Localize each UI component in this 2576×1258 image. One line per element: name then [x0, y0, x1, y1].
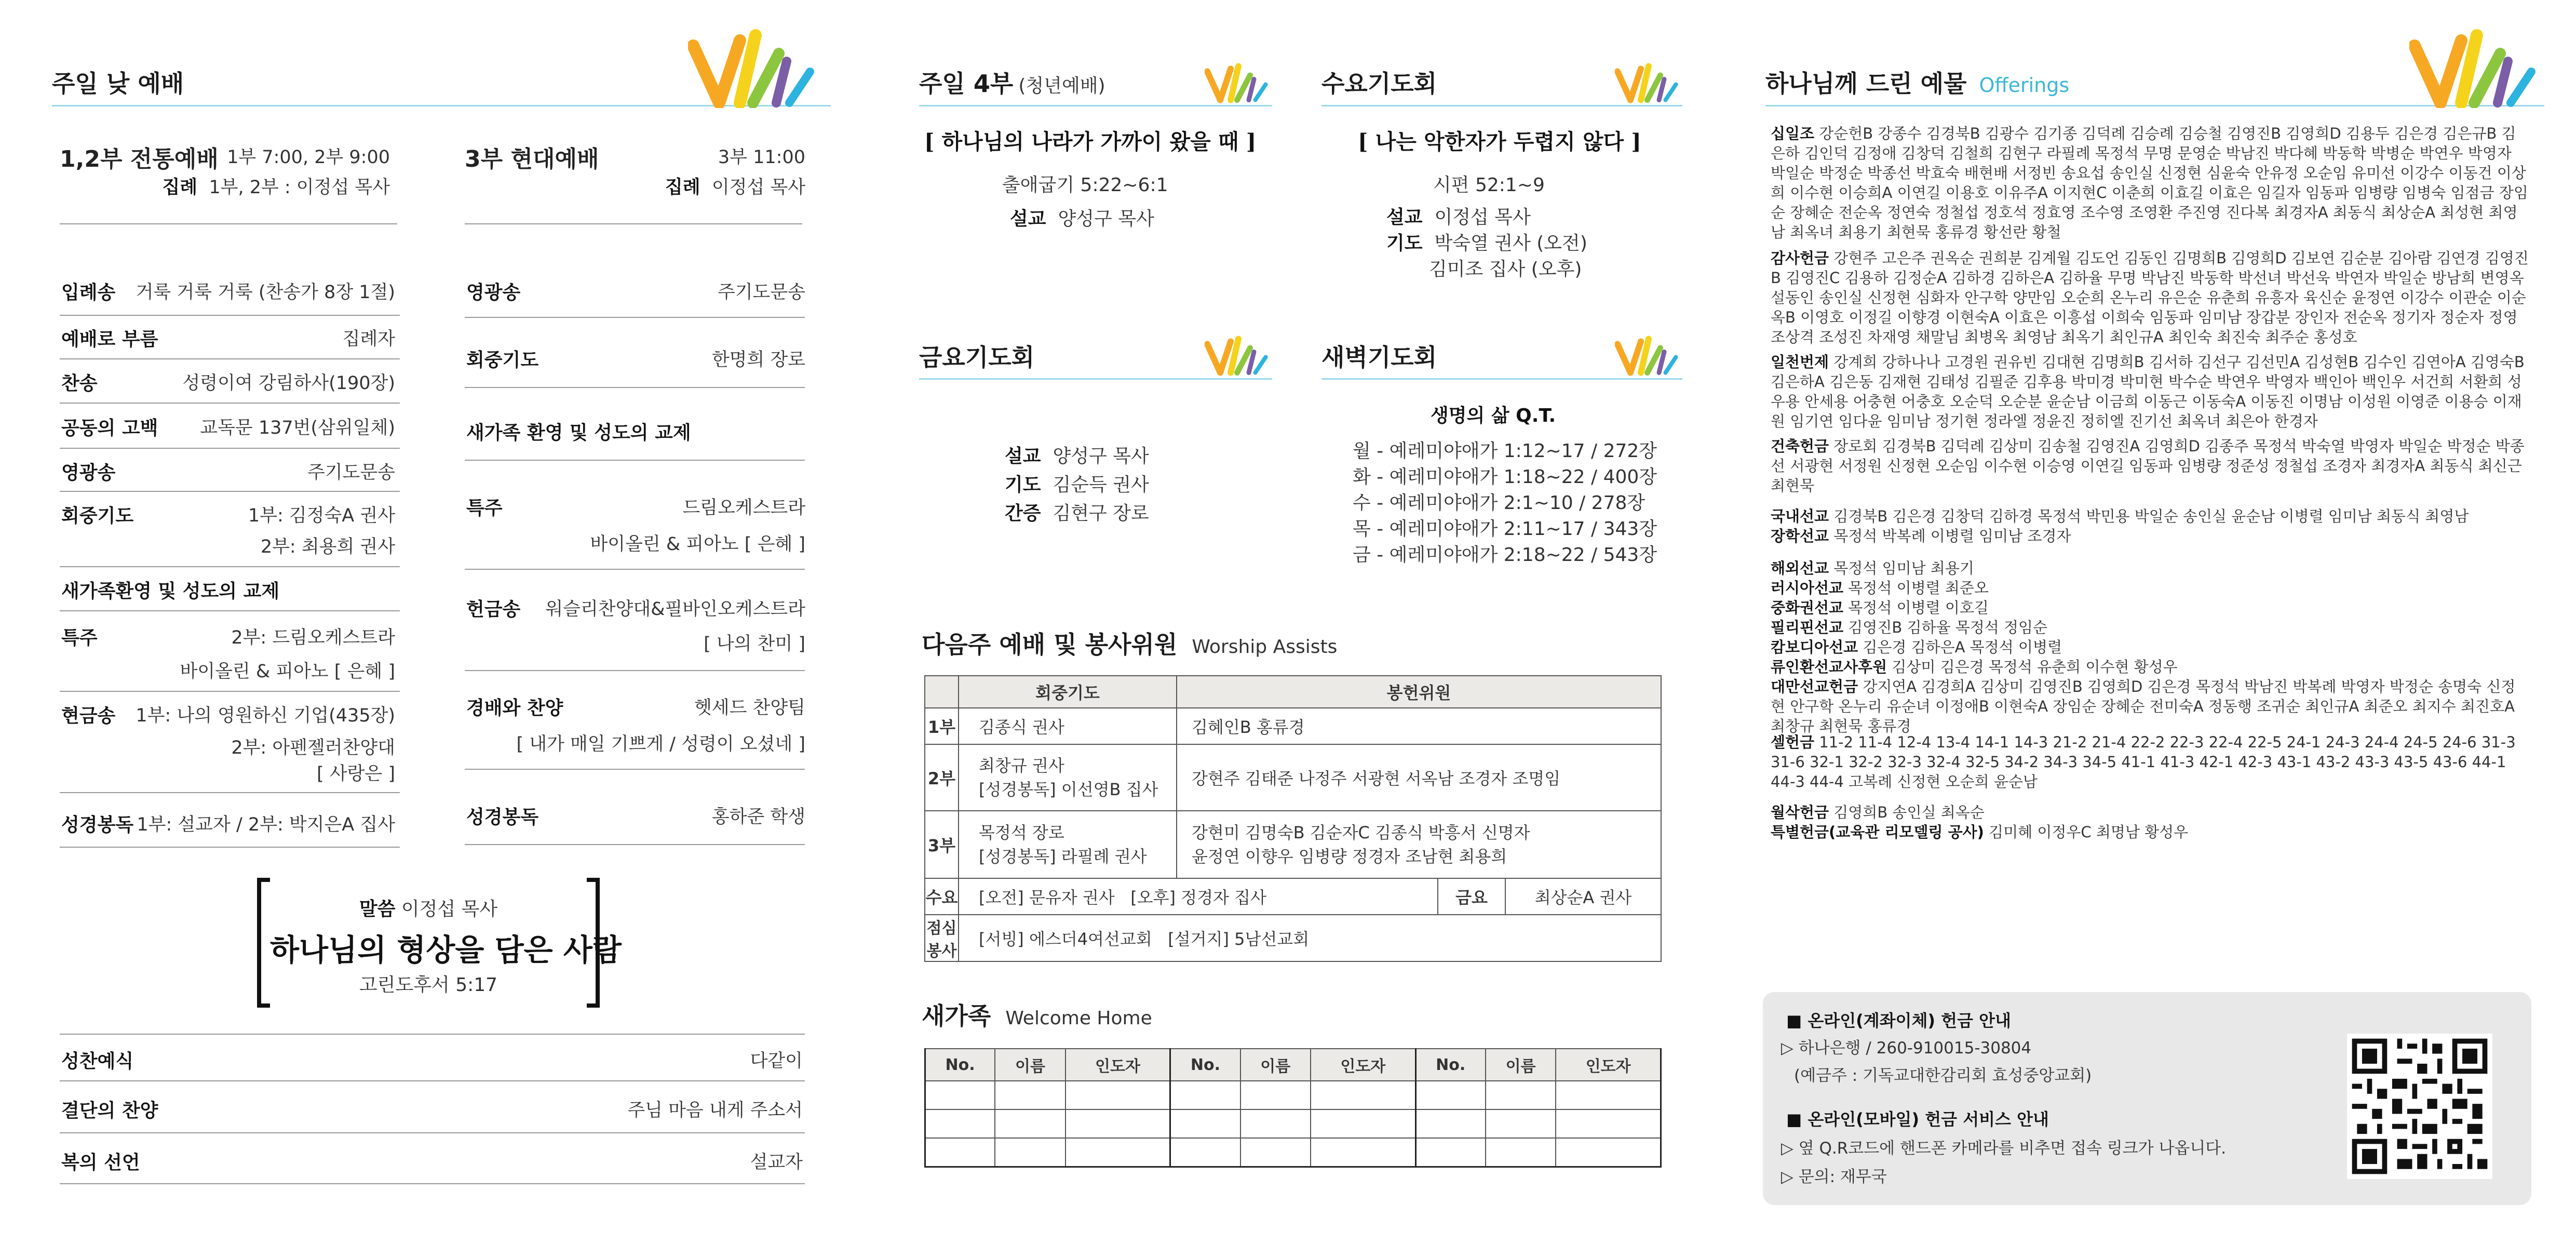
order-label: 공동의 고백	[61, 418, 158, 439]
friday-testimony: 간증 김현구 장로	[1005, 503, 1149, 524]
order-value: 교독문 137번(삼위일체)	[200, 418, 395, 438]
mission-row: 대만선교헌금 강지연A 김경희A 김상미 김영진B 김영희D 김은경 목정석 박남진 박복례 박영자 박정순 송명숙 신정현 안구학 온누리 유순녀 이정애B 이현숙A 장임순 장혜순 전미숙A 정동행 조귀순 최인규A 최준오 최지수 최진호A 최창규 최현묵 홍류경	[1771, 678, 2516, 735]
order-label: 특주	[61, 627, 98, 649]
table-header: 회중기도	[959, 676, 1177, 708]
mission-row: 해외선교 목정석 임미남 최용기	[1771, 559, 1974, 577]
order-value: 바이올린 & 피아노 [ 은혜 ]	[590, 534, 805, 555]
sermon-bracket-left	[257, 878, 270, 1008]
order-value: 주기도문송	[717, 282, 805, 303]
church-logo-icon	[1205, 60, 1272, 104]
mission-row: 류인환선교사후원 김상미 김은경 목정석 유춘희 이수현 황성우	[1771, 658, 2178, 676]
friday-title: 금요기도회	[919, 343, 1035, 371]
order-value: [ 사랑은 ]	[317, 764, 395, 784]
dawn-item: 목 - 예레미야애가 2:11~17 / 343장	[1353, 518, 1657, 540]
offering-cell: 셀헌금 11-2 11-4 12-4 13-4 14-1 14-3 21-2 21-4 22-2 22-3 22-4 22-5 24-1 24-3 24-4 24-5 24-6 31-3 31-6 32-1 32-2 32-3 32-4 32-5 34-2 34-3 34-5 41-1 41-3 42-1 42-3 43-1 43-2 43-3 43-5 43-6 44-1 44-3 44-4 고복례 신정현 오순희 윤순남	[1771, 733, 2516, 791]
wednesday-scripture: 시편 52:1~9	[1433, 175, 1545, 196]
lead-label: 집례	[162, 177, 198, 198]
table-header-row: No. 이름 인도자 No. 이름 인도자 No. 이름 인도자	[925, 1049, 1661, 1081]
new-family-table	[924, 1048, 1662, 1168]
divider	[60, 223, 397, 224]
lead-value: 이정섭 목사	[711, 177, 805, 198]
order-label: 회중기도	[466, 350, 539, 371]
offering-scholarship: 장학선교 목정석 박복례 이병렬 임미남 조경자	[1771, 527, 2071, 545]
order-value: 성령이여 강림하사(190장)	[182, 373, 395, 394]
order-label: 새가족 환영 및 성도의 교제	[466, 422, 691, 444]
offering-building: 건축헌금 장로회 김경북B 김덕례 김상미 김송철 김영진A 김영희D 김종주 목정석 박숙열 박영자 박일순 박정순 박종선 서광현 서정원 신정현 오순임 이수현 이승영 이연길 임동파 임병량 정준성 정철섭 조경자 최경자A 최동식 최신근 최현묵	[1771, 437, 2525, 494]
dawn-item: 월 - 예레미야애가 1:12~17 / 272장	[1353, 440, 1657, 462]
lead-value: 1부, 2부 : 이정섭 목사	[209, 177, 390, 198]
order-label: 특주	[466, 498, 503, 519]
inquiry-info: ▷ 문의: 재무국	[1781, 1168, 1887, 1186]
order-value: 드림오케스트라	[682, 498, 805, 518]
order-value: 집례자	[342, 329, 395, 350]
mission-row: 중화권선교 목정석 이병렬 이호길	[1771, 599, 1989, 617]
dawn-title: 새벽기도회	[1321, 343, 1437, 371]
service-3-time: 3부 11:00	[718, 147, 805, 168]
mission-row: 러시아선교 목정석 이병렬 최준오	[1771, 579, 1989, 597]
sermon-title: 하나님의 형상을 담은 사람	[270, 932, 622, 968]
dawn-item: 수 - 예레미야애가 2:1~10 / 278장	[1353, 492, 1646, 514]
order-value: 워슬리찬양대&필바인오케스트라	[545, 599, 805, 620]
friday-prayer: 기도 김순득 권사	[1005, 474, 1149, 496]
lead-label: 집례	[665, 177, 700, 198]
qr-code-icon[interactable]	[2347, 1034, 2492, 1179]
order-value: 설교자	[750, 1152, 803, 1173]
online-transfer-heading: ■ 온라인(계좌이체) 헌금 안내	[1786, 1011, 2011, 1031]
service-12-lead	[162, 173, 390, 199]
dawn-heading: 생명의 삶 Q.T.	[1431, 405, 1556, 426]
order-value: 홍하준 학생	[711, 807, 805, 827]
assists-table	[924, 675, 1662, 962]
church-logo-icon	[688, 25, 823, 108]
friday-preacher: 설교 양성구 목사	[1005, 446, 1149, 467]
qr-instruction: ▷ 옆 Q.R코드에 핸드폰 카메라를 비추면 접속 링크가 나옵니다.	[1781, 1139, 2227, 1158]
section-underline	[919, 378, 1272, 380]
account-holder: (예금주 : 기독교대한감리회 효성중앙교회)	[1794, 1066, 2092, 1085]
section-underline	[919, 105, 1272, 106]
order-label: 영광송	[61, 462, 116, 484]
order-value: 헷세드 찬양팀	[694, 698, 805, 718]
church-logo-icon	[1615, 60, 1682, 104]
church-logo-icon	[2409, 25, 2544, 108]
dawn-item: 금 - 예레미야애가 2:18~22 / 543장	[1353, 544, 1657, 566]
service-12-time: 1부 7:00, 2부 9:00	[227, 147, 390, 168]
order-label: 성경봉독	[466, 807, 539, 828]
order-label: 현금송	[61, 705, 116, 727]
table-row: 점심봉사 [서빙] 에스더4여선교회 [설거지] 5남선교회	[925, 915, 1661, 961]
mission-row: 필리핀선교 김영진B 김하율 목정석 정임순	[1771, 619, 2048, 636]
offering-tithe: 십일조 강순헌B 강종수 김경북B 김광수 김기종 김덕례 김승례 김승철 김영진B 김영희D 김용두 김은경 김은규B 김은하 김인덕 김정애 김창덕 김철희 김현구 라필례 목정석 무명 문영순 박남진 박다혜 박동학 박병순 박연우 박영자 박일순 박정순 박종선 박효숙 배현배 서정빈 송요섭 송인실 신정현 심윤숙 안유정 오순임 유미선 이강수 이동건 이상희 이수현 이승희A 이연길 이용호 이유주A 이지현C 이춘희 이효길 이효은 임길자 임동파 임병량 임병숙 임점금 장임순 장혜순 전순옥 정연숙 정철섭 정호석 정효영 조수영 조영환 주진영 진다복 최경자A 최동식 최상순A 최성현 최영남 최옥녀 최용기 최현묵 홍류경 황선란 황철	[1771, 125, 2528, 241]
wednesday-theme: [ 나는 악한자가 두렵지 않다 ]	[1358, 129, 1641, 154]
table-row: 2부 최창규 권사 [성경봉독] 이선영B 집사 강현주 김태준 나정주 서광현 서옥남 조경자 조명임	[925, 744, 1661, 811]
order-value: 2부: 아펜젤러찬양대	[231, 738, 395, 758]
offering-domestic: 국내선교 김경북B 김은경 김창덕 김하경 목정석 박민용 박일순 송인실 윤순남 이병렬 임미남 최동식 최영남	[1771, 507, 2469, 525]
order-label: 경배와 찬양	[466, 698, 563, 719]
offerings-title: 하나님께 드린 예물 Offerings	[1765, 70, 2070, 98]
table-row: 1부 김종식 권사 김혜인B 홍류경	[925, 708, 1661, 744]
order-value: 다같이	[750, 1051, 803, 1072]
bank-account: ▷ 하나은행 / 260-910015-30804	[1781, 1039, 2032, 1058]
table-row: 수요 [오전] 문유자 권사 [오후] 정경자 집사 금요 최상순A 권사	[925, 878, 1661, 915]
church-logo-icon	[1205, 332, 1272, 377]
order-value: 1부: 김정숙A 권사	[248, 505, 395, 526]
table-row	[925, 1081, 1661, 1109]
sunday-title: 주일 낮 예배	[52, 70, 184, 98]
sunday4-theme: [ 하나님의 나라가 가까이 왔을 때 ]	[924, 129, 1257, 154]
order-value: [ 내가 매일 기쁘게 / 성령이 오셨네 ]	[516, 734, 805, 755]
order-label: 회중기도	[61, 505, 134, 527]
table-row: 3부 목정석 장로 [성경봉독] 라필례 권사 강현미 김명숙B 김순자C 김종식 박흥서 신명자 윤정연 이향우 임병량 정경자 조남현 최용희	[925, 811, 1661, 878]
order-label: 새가족환영 및 성도의 교제	[61, 581, 280, 602]
sunday4-scripture: 출애굽기 5:22~6:1	[1002, 175, 1168, 196]
order-value: 주기도문송	[307, 462, 395, 483]
order-label: 복의 선언	[61, 1152, 140, 1173]
service-3-title: 3부 현대예배	[465, 146, 599, 172]
section-underline	[1321, 105, 1682, 106]
offering-weekly: 일천번제 강계희 강하나나 고경원 권유빈 김대현 김명희B 김서하 김선구 김선민A 김성현B 김수인 김연아A 김영숙B 김은하A 김은동 김재현 김태성 김필준 김후용 박미경 박미현 박수순 박연우 박영자 백인아 백인우 서건희 서환희 성우용 안세용 어충현 어충호 오순덕 오순분 윤순남 이금희 이동근 이동숙A 이동진 이명남 이성원 이영준 이용승 이재원 임기연 임다윤 임미남 정기현 정라엘 정윤진 정히엘 진기선 최옥녀 최은아 한경자	[1771, 353, 2525, 430]
online-mobile-heading: ■ 온라인(모바일) 헌금 서비스 안내	[1786, 1109, 2049, 1129]
order-label: 입례송	[61, 282, 116, 303]
sermon-preacher: 말씀 이정섭 목사	[359, 899, 498, 920]
order-label: 영광송	[466, 282, 521, 303]
order-label: 결단의 찬양	[61, 1100, 158, 1121]
order-label: 성찬예식	[61, 1051, 134, 1072]
wednesday-title: 수요기도회	[1321, 70, 1437, 98]
order-label: 찬송	[61, 373, 98, 394]
wednesday-prayer2: 김미조 집사 (오후)	[1429, 259, 1582, 280]
sermon-scripture: 고린도후서 5:17	[359, 974, 498, 996]
order-value: 2부: 최용희 권사	[260, 537, 395, 557]
service-12-title: 1,2부 전통예배	[60, 146, 219, 172]
church-logo-icon	[1615, 332, 1682, 377]
order-value: 2부: 드림오케스트라	[231, 627, 395, 648]
order-value: 바이올린 & 피아노 [ 은혜 ]	[180, 661, 395, 682]
offering-special: 특별헌금(교육관 리모델링 공사) 김미혜 이정우C 최명남 황성우	[1771, 823, 2189, 841]
sunday4-title: 주일 4부 (청년예배)	[919, 70, 1105, 98]
new-family-title: 새가족 Welcome Home	[922, 1002, 1152, 1030]
section-underline	[1321, 378, 1682, 380]
offering-thanks: 감사헌금 강현주 고은주 권옥순 권희분 김계월 김도언 김동인 김명희B 김영희D 김보연 김순분 김아람 김연경 김영진B 김영진C 김용하 김정순A 김하경 김하은A 김하율 무명 박남진 박동학 박선녀 박선욱 박연자 박일순 방남희 변영옥 설동인 송인실 신정현 심화자 안구학 양만임 오순희 온누리 유은순 유춘희 유흥자 육신순 윤정연 이강수 이관순 이순옥B 이영호 이정길 이향경 이현숙A 이효은 이흥섭 이희숙 임동파 임미남 장갑분 장인자 전순옥 정기자 정순자 정영 조상격 조성진 차재영 채말님 최병옥 최영남 최옥기 최인규A 최인숙 최진숙 최주순 홍성호	[1771, 249, 2529, 346]
order-value: 거룩 거룩 거룩 (찬송가 8장 1절)	[136, 282, 395, 303]
mission-row: 캄보디아선교 김은경 김하은A 목정석 이병렬	[1771, 638, 2062, 656]
order-label: 성경봉독	[61, 814, 134, 836]
order-value: [ 나의 찬미 ]	[704, 634, 805, 654]
order-label: 헌금송	[466, 599, 521, 620]
divider	[465, 223, 802, 224]
order-value: 주님 마음 내게 주소서	[627, 1100, 803, 1121]
wednesday-prayer: 기도 박숙열 권사 (오전)	[1386, 233, 1587, 254]
order-label: 예배로 부름	[61, 329, 158, 350]
order-value: 1부: 설교자 / 2부: 박지은A 집사	[137, 814, 395, 835]
service-3-lead	[665, 173, 805, 199]
order-value: 한명희 장로	[711, 350, 805, 370]
offering-missions	[1771, 558, 2529, 736]
wednesday-preacher: 설교 이정섭 목사	[1386, 207, 1531, 228]
table-row	[925, 1138, 1661, 1167]
table-row	[925, 1109, 1661, 1138]
order-value: 1부: 나의 영원하신 기업(435장)	[136, 705, 395, 726]
dawn-item: 화 - 예레미야애가 1:18~22 / 400장	[1353, 466, 1657, 488]
offering-monthly: 월삭헌금 김영희B 송인실 최옥순	[1771, 804, 1985, 821]
table-header: 봉헌위원	[1177, 676, 1661, 708]
next-week-title: 다음주 예배 및 봉사위원 Worship Assists	[922, 631, 1338, 659]
sunday4-preacher: 설교 양성구 목사	[1010, 208, 1154, 230]
